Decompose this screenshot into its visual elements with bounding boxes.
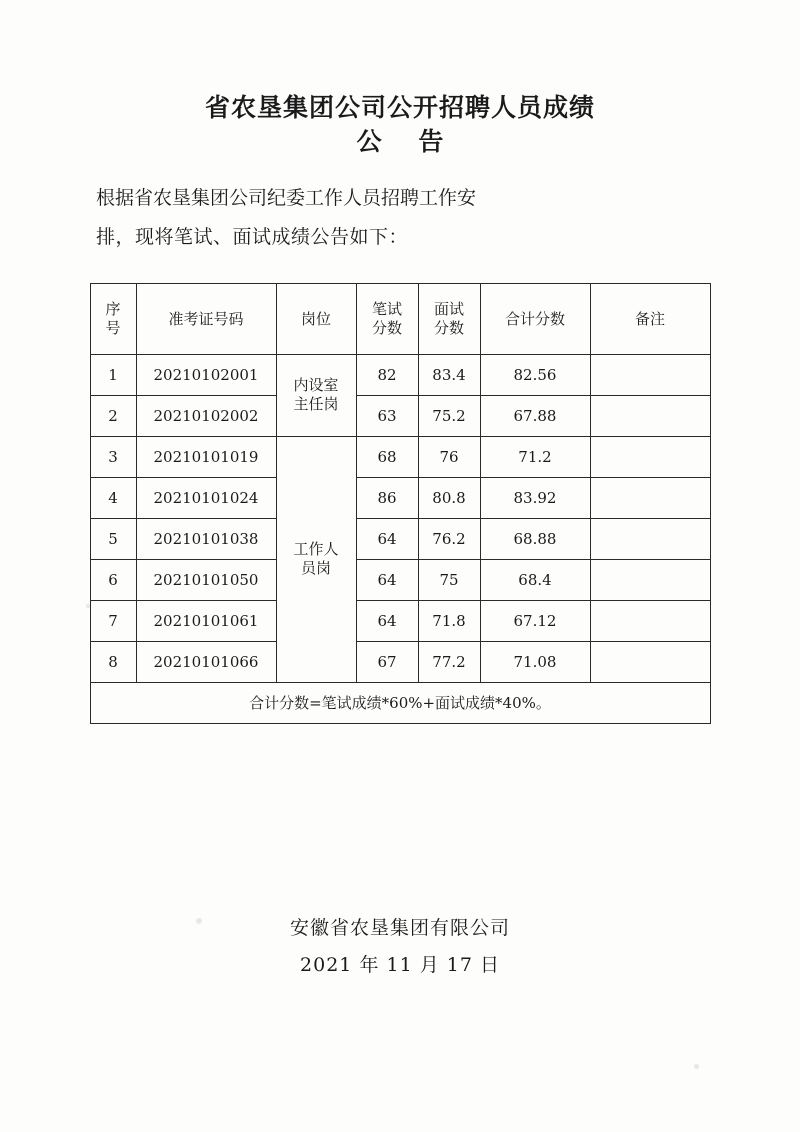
cell-exam-no: 20210101024 — [136, 477, 276, 518]
cell-written: 64 — [356, 600, 418, 641]
table-row — [90, 477, 710, 518]
cell-interview: 71.8 — [418, 600, 480, 641]
header-index — [90, 283, 136, 354]
header-exam-no: 准考证号码 — [136, 283, 276, 354]
cell-written: 67 — [356, 641, 418, 682]
cell-total: 67.88 — [480, 395, 590, 436]
cell-note — [590, 477, 710, 518]
cell-total: 82.56 — [480, 354, 590, 395]
table-row — [90, 436, 710, 477]
header-written-line1: 笔试 — [371, 299, 402, 318]
cell-note — [590, 600, 710, 641]
cell-index: 7 — [90, 600, 136, 641]
scan-speck — [86, 604, 90, 608]
table-header-row — [90, 283, 710, 354]
signature-date: 2021 年 11 月 17 日 — [300, 953, 500, 976]
table-row — [90, 354, 710, 395]
cell-total: 71.2 — [480, 436, 590, 477]
cell-total: 67.12 — [480, 600, 590, 641]
cell-total: 68.4 — [480, 559, 590, 600]
table-row — [90, 600, 710, 641]
header-post: 岗位 — [276, 283, 356, 354]
table-row — [90, 641, 710, 682]
post-group-line1: 内设室 — [293, 376, 339, 395]
cell-total: 71.08 — [480, 641, 590, 682]
cell-total: 83.92 — [480, 477, 590, 518]
cell-index: 3 — [90, 436, 136, 477]
cell-interview: 77.2 — [418, 641, 480, 682]
cell-note — [590, 518, 710, 559]
table-row — [90, 395, 710, 436]
signature-organization: 安徽省农垦集团有限公司 — [289, 916, 510, 939]
header-interview-line2: 分数 — [433, 318, 464, 337]
table-row — [90, 518, 710, 559]
cell-index: 8 — [90, 641, 136, 682]
header-written-line2: 分数 — [371, 318, 402, 337]
scan-speck — [694, 1064, 699, 1069]
cell-index: 5 — [90, 518, 136, 559]
header-interview — [418, 283, 480, 354]
cell-written: 64 — [356, 518, 418, 559]
cell-exam-no: 20210101050 — [136, 559, 276, 600]
post-group-line1: 工作人 — [293, 540, 339, 559]
cell-interview: 76 — [418, 436, 480, 477]
cell-total: 68.88 — [480, 518, 590, 559]
post-group-line2: 主任岗 — [293, 395, 339, 414]
cell-exam-no: 20210101066 — [136, 641, 276, 682]
cell-interview: 80.8 — [418, 477, 480, 518]
cell-note — [590, 559, 710, 600]
cell-interview: 76.2 — [418, 518, 480, 559]
cell-note — [590, 436, 710, 477]
cell-index: 1 — [90, 354, 136, 395]
cell-index: 4 — [90, 477, 136, 518]
intro-line-2: 排，现将笔试、面试成绩公告如下： — [96, 225, 409, 248]
cell-post-group — [276, 354, 356, 436]
scan-speck — [196, 918, 202, 924]
post-group-line2: 员岗 — [300, 559, 331, 578]
header-total: 合计分数 — [480, 283, 590, 354]
page-subtitle: 公 告 — [356, 127, 458, 157]
page-title: 省农垦集团公司公开招聘人员成绩 — [204, 93, 595, 122]
cell-written: 82 — [356, 354, 418, 395]
cell-index: 6 — [90, 559, 136, 600]
cell-post-group — [276, 436, 356, 682]
header-interview-line1: 面试 — [433, 299, 464, 318]
header-written — [356, 283, 418, 354]
cell-interview: 75.2 — [418, 395, 480, 436]
cell-note — [590, 354, 710, 395]
cell-interview: 75 — [418, 559, 480, 600]
cell-interview: 83.4 — [418, 354, 480, 395]
scores-table — [90, 283, 711, 724]
cell-index: 2 — [90, 395, 136, 436]
cell-exam-no: 20210102001 — [136, 354, 276, 395]
header-index-line1: 序 — [105, 299, 121, 318]
footnote-text: 合计分数=笔试成绩*60%+面试成绩*40%。 — [90, 682, 710, 723]
cell-note — [590, 641, 710, 682]
signature-block — [0, 910, 800, 984]
header-index-line2: 号 — [105, 318, 121, 337]
cell-written: 86 — [356, 477, 418, 518]
cell-written: 64 — [356, 559, 418, 600]
intro-line-1: 根据省农垦集团公司纪委工作人员招聘工作安 — [96, 186, 477, 209]
cell-exam-no: 20210101019 — [136, 436, 276, 477]
table-row — [90, 559, 710, 600]
cell-exam-no: 20210102002 — [136, 395, 276, 436]
cell-exam-no: 20210101038 — [136, 518, 276, 559]
cell-exam-no: 20210101061 — [136, 600, 276, 641]
cell-note — [590, 395, 710, 436]
header-note: 备注 — [590, 283, 710, 354]
cell-written: 63 — [356, 395, 418, 436]
title-block — [0, 0, 800, 161]
table-footnote-row — [90, 682, 710, 723]
cell-written: 68 — [356, 436, 418, 477]
intro-paragraph — [96, 179, 704, 257]
